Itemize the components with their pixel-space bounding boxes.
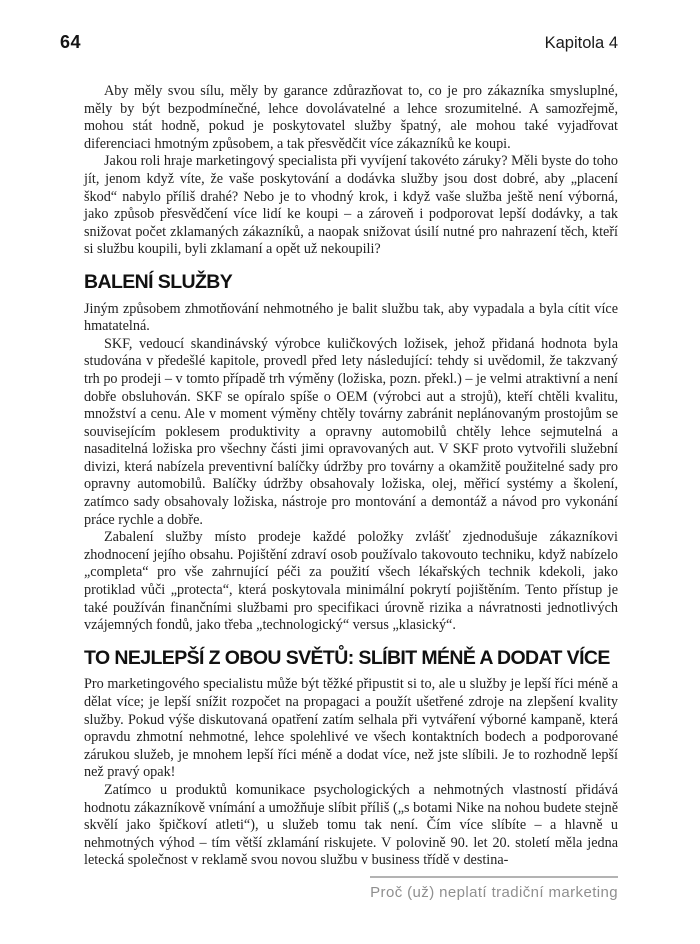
page-footer [370,876,618,901]
paragraph: Aby měly svou sílu, měly by garance zdůrazňovat to, co je pro zákazníka smysluplné, měly by být bezpodmínečné, lehce dovolávatelné a lehce srozumitelné. A samozřejmě, mohou stát hodně, pokud je poskytovatel služby špatný, ale mohou také vyjadřovat diferenciaci hmotným způsobem, a tak přesvědčit více zákazníků ke koupi. [84,83,618,152]
paragraph: Jiným způsobem zhmotňování nehmotného je balit službu tak, aby vypadala a byla cítit více hmatatelná. [84,300,618,335]
page-text-block [84,83,618,870]
paragraph: SKF, vedoucí skandinávský výrobce kuličkových ložisek, jehož přidaná hodnota byla studována v předešlé kapitole, provedl před lety následující: tehdy si uvědomil, že takzvaný trh po prodeji – v tomto případě trh výměny (ložiska, pozn. překl.) – je velmi atraktivní a není dobře obsluhován. SKF se opíralo spíše o OEM (výrobci aut a strojů), kteří chtěli kvalitu, množství a cenu. Ale v moment výměny chtěly továrny zabránit neplánovaným prostojům se souvisejícím poklesem produktivity a opravny automobilů chtěly lehce sejmutelná a nasaditelná ložiska pro všechny části jimi opravovaných aut. V SKF proto vytvořili služební divizi, která nabízela preventivní balíčky údržby pro továrny a okamžitě použitelné sady pro opravny automobilů. Balíčky údržby obsahovaly ložiska, olej, měřicí systémy a školení, zatímco sady obsahovaly ložiska, nástroje pro montování a demontáž a návod pro vykonání práce rychle a dobře. [84,335,618,528]
page-number: 64 [60,32,82,52]
heading-to-nejlepsi-z-obou-svetu: TO NEJLEPŠÍ Z OBOU SVĚTŮ: SLÍBIT MÉNĚ A DODAT VÍCE [84,646,610,669]
footer-title: Proč (už) neplatí tradiční marketing [370,884,618,901]
paragraph: Jakou roli hraje marketingový specialista při vyvíjení takovéto záruky? Měli byste do toho jít, jenom když víte, že vaše poskytování a dodávka služby jsou dost dobré, aby „placení škod“ nabylo příliš drahé? Nebo je to vhodný krok, i když vaše služba ještě není výborná, jako způsob přesvědčení více lidí ke koupi – a zároveň i podporovat lepší dodávky, a tak snižovat počet zklamaných zákazníků, a naopak snižovat úsilí nutné pro nahrazení těch, kteří si službu koupili, byli zklamaní a opět už nekoupili? [84,153,618,258]
paragraph: Pro marketingového specialistu může být těžké připustit si to, ale u služby je lepší říci méně a dělat více; je lepší snížit rozpočet na propagaci a použít ušetřené zdroje na zlepšení kvality služby. Pokud výše diskutovaná opatření zatím selhala při vytváření výborné kampaně, která opravdu zhmotní nehmotné, lehce spolehlivé ve všech kontaktních bodech a podporované zárukou služeb, je mnohem lepší říci méně a dodat více, než jste slíbili. Je to rozhodně lepší než pravý opak! [84,676,618,781]
paragraph: Zabalení služby místo prodeje každé položky zvlášť zjednodušuje zákazníkovi zhodnocení jejího obsahu. Pojištění zdraví osob používalo takovouto techniku, když nabízelo „completa“ pro vše zahrnující péči za použití všech lékařských technik kdekoli, jako protiklad vůči „protecta“, která poskytovala minimální pokrytí pojištěním. Tento přístup je také používán finančními službami pro specifikaci úrovně rizika a návratnosti jednotlivých vzájemných fondů, jako třeba „technologický“ versus „klasický“. [84,529,618,634]
paragraph: Zatímco u produktů komunikace psychologických a nehmotných vlastností přidává hodnotu zákazníkově vnímání a umožňuje slíbit příliš („s botami Nike na nohou budete stejně skvělí jako špičkoví atleti“), u služeb tomu tak není. Čím více slíbíte – a hlavně u nehmotných výhod – tím větší zklamání riskujete. V polovině 90. let 20. století měla jedna letecká společnost v reklamě svou novou službu v business třídě v destina- [84,781,618,869]
heading-baleni-sluzby: BALENÍ SLUŽBY [84,270,233,293]
running-header [60,32,618,53]
chapter-title: Kapitola 4 [544,34,618,52]
